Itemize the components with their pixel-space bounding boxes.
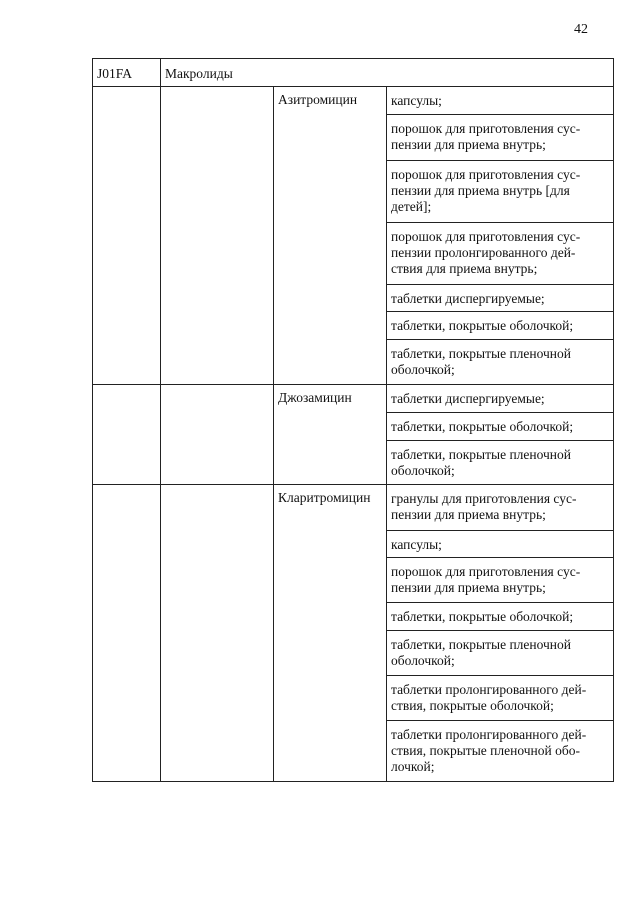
dosage-form-cell: таблетки диспергируемые; bbox=[387, 285, 614, 312]
dosage-form-cell: порошок для приготовления сус- пензии для приема внутрь [для детей]; bbox=[387, 161, 614, 223]
page-number: 42 bbox=[574, 22, 588, 37]
group-header-row bbox=[93, 59, 614, 87]
dosage-form-cell: порошок для приготовления сус- пензии пролонгированного дей- ствия для приема внутрь; bbox=[387, 223, 614, 285]
drug-form-row bbox=[93, 385, 614, 413]
empty-code-cell bbox=[93, 485, 161, 782]
drug-name-cell: Азитромицин bbox=[274, 87, 387, 385]
empty-group-cell bbox=[161, 485, 274, 782]
empty-code-cell bbox=[93, 385, 161, 485]
dosage-form-cell: порошок для приготовления сус- пензии для приема внутрь; bbox=[387, 115, 614, 161]
group-name-cell: Макролиды bbox=[161, 59, 614, 87]
dosage-form-cell: таблетки пролонгированного дей- ствия, покрытые пленочной обо- лочкой; bbox=[387, 721, 614, 782]
empty-group-cell bbox=[161, 87, 274, 385]
dosage-form-cell: таблетки, покрытые пленочной оболочкой; bbox=[387, 340, 614, 385]
drug-name-cell: Джозамицин bbox=[274, 385, 387, 485]
drug-table bbox=[92, 58, 614, 782]
dosage-form-cell: таблетки, покрытые оболочкой; bbox=[387, 603, 614, 631]
drug-name-cell: Кларитромицин bbox=[274, 485, 387, 782]
dosage-form-cell: капсулы; bbox=[387, 87, 614, 115]
dosage-form-cell: порошок для приготовления сус- пензии для приема внутрь; bbox=[387, 558, 614, 603]
dosage-form-cell: гранулы для приготовления сус- пензии для приема внутрь; bbox=[387, 485, 614, 531]
dosage-form-cell: таблетки, покрытые пленочной оболочкой; bbox=[387, 631, 614, 676]
dosage-form-cell: таблетки диспергируемые; bbox=[387, 385, 614, 413]
dosage-form-cell: таблетки пролонгированного дей- ствия, покрытые оболочкой; bbox=[387, 676, 614, 721]
empty-group-cell bbox=[161, 385, 274, 485]
dosage-form-cell: капсулы; bbox=[387, 531, 614, 558]
drug-form-row bbox=[93, 87, 614, 115]
atc-code-cell: J01FA bbox=[93, 59, 161, 87]
empty-code-cell bbox=[93, 87, 161, 385]
dosage-form-cell: таблетки, покрытые пленочной оболочкой; bbox=[387, 441, 614, 485]
drug-form-row bbox=[93, 485, 614, 531]
dosage-form-cell: таблетки, покрытые оболочкой; bbox=[387, 413, 614, 441]
dosage-form-cell: таблетки, покрытые оболочкой; bbox=[387, 312, 614, 340]
